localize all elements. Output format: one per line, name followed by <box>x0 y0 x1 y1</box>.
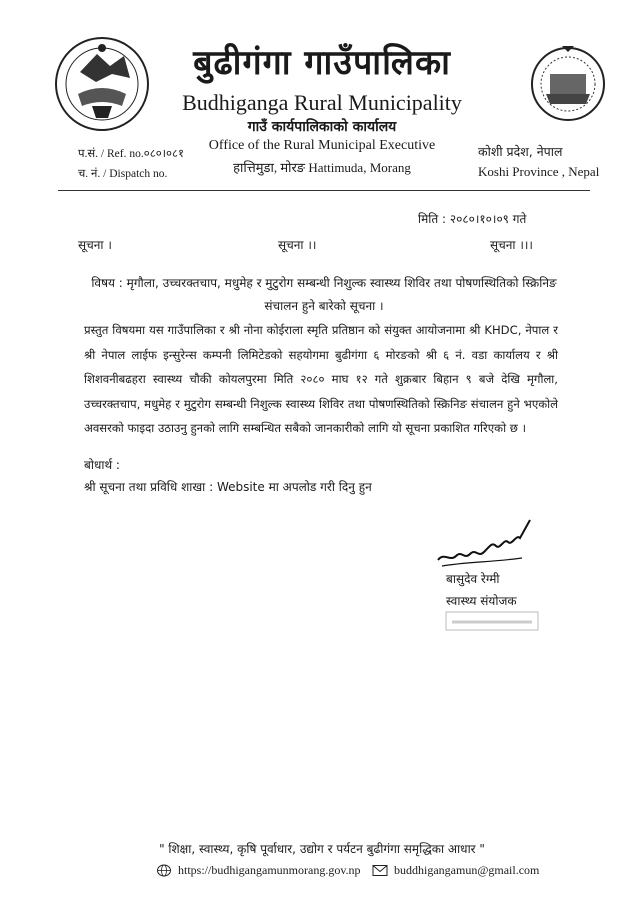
dispatch-number: च. नं. / Dispatch no. <box>78 168 168 180</box>
municipality-name-english: Budhiganga Rural Municipality <box>182 90 462 115</box>
envelope-icon <box>372 864 388 877</box>
official-stamp <box>444 610 540 632</box>
notice-label-3: सूचना ।।। <box>490 238 533 252</box>
province-nepali: कोशी प्रदेश, नेपाल <box>478 144 563 159</box>
letter-date: मिति : २०८०।१०।०९ गते <box>418 212 527 226</box>
notice-label-2: सूचना ।। <box>278 238 317 252</box>
info-recipient: श्री सूचना तथा प्रविधि शाखा : Website मा अपलोड गरी दिनु हुन <box>84 480 372 494</box>
municipality-name-nepali: बुढीगंगा गाउँपालिका <box>193 43 451 83</box>
info-label: बोधार्थ : <box>84 458 120 472</box>
handwritten-signature <box>434 512 534 574</box>
globe-icon <box>156 864 172 877</box>
office-address: हात्तिमुडा, मोरङ Hattimuda, Morang <box>233 160 411 175</box>
letter-body: प्रस्तुत विषयमा यस गाउँपालिका र श्री नोना कोईराला स्मृति प्रतिष्ठान को संयुक्त आयोजनामा श्री KHDC, नेपाल र श्री नेपाल लाईफ इन्सुरेन्स कम्पनी लिमिटेडको सहयोगमा बुढीगंगा ६ मोरङको श्री ६ नं. वडा कार्यालय र श्री शिशवनीबढहरा स्वास्थ्य चौकी कोयलपुरमा मिति २०८० माघ १२ गते शुक्रबार बिहान ९ बजे देखि मृगौला, उच्चरक्तचाप, मधुमेह र मुटुरोग सम्बन्धी निशुल्क स्वास्थ्य शिविर तथा पोषणस्थितिको स्क्रिनिङ संचालन हुने भएकोले अवसरको फाइदा उठाउनु हुनको लागि सम्बन्धित सबैको जानकारीको लागि यो सूचना प्रकाशित गरिएको छ । <box>84 323 558 435</box>
website-url[interactable]: https://budhigangamunmorang.gov.np <box>178 863 361 877</box>
office-name-english: Office of the Rural Municipal Executive <box>208 138 436 153</box>
footer-motto: " शिक्षा, स्वास्थ्य, कृषि पूर्वाधार, उद्योग र पर्यटन बुढीगंगा समृद्धिका आधार " <box>159 842 485 856</box>
reference-number: प.सं. / Ref. no.०८०।०८१ <box>78 148 184 160</box>
signer-title: स्वास्थ्य संयोजक <box>446 594 517 608</box>
footer-website[interactable] <box>156 863 361 878</box>
email-address[interactable]: buddhigangamun@gmail.com <box>394 863 540 877</box>
footer-email[interactable] <box>372 863 539 878</box>
province-english: Koshi Province , Nepal <box>478 164 600 179</box>
header-divider <box>58 190 590 191</box>
letter-subject: विषय : मृगौला, उच्चरक्तचाप, मधुमेह र मुटुरोग सम्बन्धी निशुल्क स्वास्थ्य शिविर तथा पोषणस्थितिको स्क्रिनिङ संचालन हुने बारेको सूचना । <box>91 276 557 313</box>
notice-label-1: सूचना । <box>78 238 112 252</box>
office-name-nepali: गाउँ कार्यपालिकाको कार्यालय <box>247 119 397 135</box>
signer-name: बासुदेव रेग्मी <box>446 572 500 586</box>
